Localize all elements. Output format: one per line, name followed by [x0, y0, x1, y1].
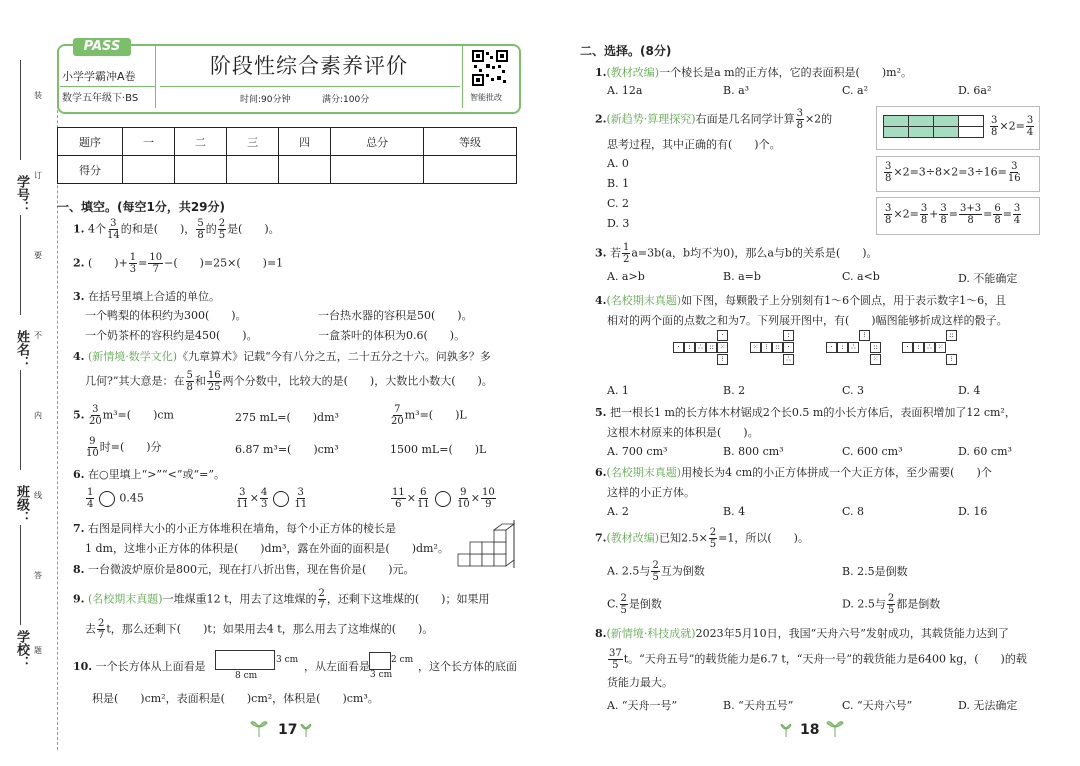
option-b[interactable]: B. a³ [723, 84, 750, 97]
sprout-icon [826, 717, 844, 737]
fraction: $\frac{5}{8}$ [186, 370, 193, 393]
series-name: 小学学霸冲A卷 [62, 70, 136, 83]
option-d[interactable]: D. 无法确定 [958, 699, 1018, 712]
option-d[interactable]: D. 16 [958, 505, 988, 518]
question-number: 5. [595, 406, 607, 419]
table-header-cell: 总分 [331, 128, 424, 156]
option-b[interactable]: B. 800 cm³ [723, 445, 784, 458]
option-c[interactable]: C. $\frac{2}{5}$ 是倒数 [607, 593, 662, 616]
question-text: 几何?”其大意是：在 [85, 374, 185, 388]
question-5a [73, 404, 174, 427]
question-7-line2: 1 dm，这堆小正方体的体积是( )dm³，露在外面的面积是( )dm²。 [85, 542, 449, 555]
question-text: 右面是几名同学计算 [695, 112, 795, 126]
question-number: 8. [73, 563, 85, 576]
option-a[interactable]: A. 700 cm³ [607, 445, 668, 458]
divider [155, 46, 156, 108]
page-number: 17 [278, 722, 298, 738]
option-b[interactable]: B. “天舟五号” [723, 699, 794, 712]
option-d[interactable]: D. 3 [607, 217, 630, 230]
cut-mark: 不 [34, 331, 42, 340]
table-header-cell: 二 [175, 128, 227, 156]
choice-question-2 [595, 108, 832, 131]
question-3b: 一台热水器的容积是50( )。 [318, 309, 473, 322]
name-label: 姓名： [14, 330, 29, 369]
question-text: 是( )。 [227, 222, 280, 236]
table-header-cell: 等级 [424, 128, 517, 156]
fraction: $\frac{3}{8}$ [796, 108, 803, 131]
choice-question-8 [595, 625, 1009, 641]
fraction: $\frac{37}{5}$ [609, 648, 622, 671]
question-text: m³=( )L [404, 408, 467, 422]
option-c[interactable]: C. 2 [607, 197, 630, 210]
student-id-label: 学号： [14, 175, 29, 214]
option-b[interactable]: B. 2 [723, 384, 746, 397]
question-number: 6. [73, 468, 85, 481]
option-a[interactable]: A. 0 [607, 157, 629, 170]
compare-a: $\frac{1}{4}$ 0.45 [87, 487, 144, 510]
fraction: $\frac{3}{20}$ [88, 404, 102, 427]
question-text: = [138, 256, 148, 270]
fraction: $\frac{9}{10}$ [86, 436, 99, 459]
question-3 [73, 288, 220, 304]
question-number: 1. [73, 222, 85, 236]
question-tag: (名校期末真题) [87, 592, 163, 606]
table-header-cell: 题序 [58, 128, 123, 156]
dimension-label: 3 cm [276, 655, 299, 665]
question-text: 把一根长1 m的长方体木材锯成2个长0.5 m的小长方体后，表面积增加了12 cm²， [609, 406, 1016, 419]
cut-mark: 答 [34, 571, 42, 580]
question-9-line2 [85, 618, 433, 641]
question-text: ×2的 [804, 112, 833, 126]
question-number: 7. [595, 531, 607, 545]
reasoning-box-3 [876, 197, 1040, 235]
fraction: $\frac{16}{25}$ [207, 370, 221, 393]
question-text: 在括号里填上合适的单位。 [87, 290, 220, 303]
option-d[interactable]: D. 2.5与 $\frac{2}{5}$ 都是倒数 [842, 593, 941, 616]
question-number: 10. [73, 660, 93, 673]
question-3a: 一个鸭梨的体积约为300( )。 [85, 309, 247, 322]
score-cell[interactable] [331, 156, 424, 184]
compare-circle[interactable] [273, 491, 289, 507]
reasoning-box-2 [876, 156, 1040, 192]
question-text: m³=( )cm [102, 408, 174, 422]
school-label: 学校： [14, 630, 29, 669]
question-text: 一个长方体从上面看是 [95, 660, 206, 673]
question-5c [390, 404, 467, 427]
write-line [20, 215, 22, 315]
option-b[interactable]: B. a=b [723, 270, 761, 283]
question-text: 若 [609, 246, 621, 260]
compare-b: $\frac{3}{11}$ × $\frac{4}{3}$ $\frac{3}{11}$ [236, 487, 308, 510]
divider [160, 86, 460, 87]
question-text: 两个分数中，比较大的是( )，大数比小数大( )。 [222, 374, 493, 388]
question-tag: (名校期末真题) [606, 294, 682, 307]
score-cell[interactable] [424, 156, 517, 184]
question-text: =1，所以( )。 [718, 531, 809, 545]
score-cell[interactable] [279, 156, 331, 184]
fraction: $\frac{5}{8}$ [197, 218, 204, 241]
dimension-label: 8 cm [235, 671, 258, 681]
option-a[interactable]: A. 2 [607, 505, 629, 518]
question-number: 2. [73, 256, 85, 270]
question-text: 如下图，每颗骰子上分别刻有1～6个圆点，用于表示数字1～6，且 [681, 294, 1007, 307]
question-text: ( )+ [87, 256, 128, 270]
question-tag: (新情境·科技成就) [606, 627, 696, 640]
question-text: t。“天舟五号”的载货能力是6.7 t，“天舟一号”的载货能力是6400 kg，( )的载 [623, 652, 1027, 666]
option-a[interactable]: A. 2.5与 $\frac{2}{5}$ 互为倒数 [607, 560, 705, 583]
question-text: −( )=25×( )=1 [164, 256, 284, 270]
cut-mark: 线 [34, 491, 42, 500]
question-text: ，这个长方体的底面 [418, 660, 517, 673]
choice-question-5 [595, 404, 1016, 420]
option-a[interactable]: A. “天舟一号” [607, 699, 678, 712]
qr-caption: 智能批改 [470, 93, 502, 102]
question-number: 2. [595, 112, 607, 126]
qr-code-icon [472, 50, 508, 86]
divider [60, 86, 155, 87]
option-b[interactable]: B. 4 [723, 505, 746, 518]
table-header-cell: 三 [227, 128, 279, 156]
question-number: 4. [73, 350, 85, 363]
grid-model [883, 115, 984, 138]
option-c[interactable]: C. a<b [842, 270, 880, 283]
table-row [58, 128, 517, 156]
question-5f: 1500 mL=( )L [390, 443, 487, 456]
reasoning-text: $\frac{3}{8}$ ×2= $\frac{3}{4}$ [991, 115, 1034, 138]
fraction: $\frac{1}{2}$ [622, 242, 630, 265]
compare-d: $\frac{9}{10}$ × $\frac{10}{9}$ [457, 487, 495, 510]
page-number: 18 [800, 722, 820, 738]
write-line [20, 525, 22, 625]
question-text: 和 [194, 374, 206, 388]
write-line [20, 60, 22, 160]
score-table [57, 127, 517, 184]
option-a[interactable]: A. 1 [607, 384, 629, 397]
question-1 [73, 218, 280, 241]
question-text: 的 [205, 222, 217, 236]
pass-logo: PASS [73, 38, 131, 56]
question-tag: (教材改编) [606, 531, 660, 545]
compare-c: $\frac{11}{6}$ × $\frac{6}{11}$ [390, 487, 455, 510]
fraction: $\frac{7}{20}$ [391, 404, 404, 427]
question-text: 《九章算术》记载“今有八分之五，二十五分之十六。问孰多？多 [177, 350, 491, 363]
option-c[interactable]: C. 8 [842, 505, 865, 518]
reasoning-text: $\frac{3}{8}$ ×2=3÷8×2=3÷16= $\frac{3}{16}$ [885, 161, 1021, 184]
option-a[interactable]: A. 12a [607, 84, 643, 97]
score-label: 满分:100分 [322, 95, 370, 105]
choice-question-7 [595, 527, 809, 550]
question-text: 这样的小正方体。 [607, 486, 695, 499]
fraction: $\frac{1}{3}$ [129, 252, 137, 275]
option-d[interactable]: D. 60 cm³ [958, 445, 1012, 458]
choice-question-3 [595, 242, 878, 265]
option-c[interactable]: C. “天舟六号” [842, 699, 913, 712]
page-title: 阶段性综合素养评价 [210, 54, 408, 78]
score-cell[interactable] [227, 156, 279, 184]
cube-stack-figure [456, 520, 520, 570]
question-3d: 一盒茶叶的体积为0.6( )。 [318, 329, 466, 342]
question-text: 一台微波炉原价是800元，现在打八折出售，现在售价是( )元。 [87, 563, 415, 576]
fraction: $\frac{2}{5}$ [709, 527, 717, 550]
option-c[interactable]: C. 600 cm³ [842, 445, 903, 458]
question-10-line2: 积是( )cm²，表面积是( )cm²，体积是( )cm³。 [92, 692, 379, 705]
question-text: 一个棱长是a m的正方体，它的表面积是( )m²。 [659, 66, 912, 79]
class-label: 班级： [14, 485, 29, 524]
question-tag: (新趋势·算理探究) [606, 112, 696, 126]
question-number: 5. [73, 408, 85, 422]
reasoning-box-1 [876, 106, 1040, 150]
option-d[interactable]: D. 不能确定 [958, 272, 1018, 285]
question-text: t，那么还剩下( )t；如果用去4 t，那么用去了这堆煤的( )。 [106, 622, 434, 636]
option-c[interactable]: C. a² [842, 84, 868, 97]
question-text: 用棱长为4 cm的小正方体拼成一个大正方体，至少需要( )个 [681, 466, 992, 479]
divider [462, 46, 463, 108]
question-3c: 一个奶茶杯的容积约是450( )。 [85, 329, 258, 342]
grade-label: 数学五年级下·BS [62, 93, 139, 104]
question-2 [73, 252, 283, 275]
question-6 [73, 466, 225, 482]
question-number: 3. [595, 246, 607, 260]
question-text: 时=( )分 [99, 440, 162, 454]
question-4-line2 [85, 370, 493, 393]
left-view-rect [369, 652, 391, 670]
question-8-line2 [607, 648, 1027, 671]
question-number: 9. [73, 592, 85, 606]
sprout-icon [780, 721, 792, 737]
question-7 [73, 520, 396, 536]
choice-question-1 [595, 64, 912, 80]
option-d[interactable]: D. 6a² [958, 84, 992, 97]
table-row [58, 156, 517, 184]
fraction: $\frac{2}{7}$ [98, 618, 105, 641]
question-tag: (教材改编) [606, 66, 660, 79]
question-text: ，从左面看是 [304, 660, 370, 673]
question-text: a=3b(a，b均不为0)，那么a与b的关系是( )。 [631, 246, 878, 260]
fraction: $\frac{2}{5}$ [218, 218, 226, 241]
score-cell[interactable] [123, 156, 175, 184]
question-number: 4. [595, 294, 607, 307]
option-b[interactable]: B. 1 [607, 177, 630, 190]
choice-question-6 [595, 464, 992, 480]
question-text: 思考过程，其中正确的有( )个。 [607, 138, 781, 151]
fraction: $\frac{2}{7}$ [318, 588, 325, 611]
sprout-icon [250, 717, 268, 737]
question-text: 货能力最大。 [607, 676, 673, 689]
question-text: 右图是同样大小的小正方体堆积在墙角，每个小正方体的棱长是 [87, 522, 396, 535]
table-header-cell: 一 [123, 128, 175, 156]
reasoning-text: $\frac{3}{8}$ ×2= $\frac{3}{8}$ + $\frac{3}{8}$ = $\frac{3+3}{8}$ = $\frac{6}{8}$ = $\frac{3}{4}$ [885, 203, 1021, 226]
option-a[interactable]: A. a>b [607, 270, 645, 283]
question-4 [73, 348, 491, 364]
fraction: $\frac{3}{14}$ [106, 218, 120, 241]
question-tag: (新情境·数学文化) [87, 350, 178, 363]
question-text: 一堆煤重12 t，用去了这堆煤的 [162, 592, 317, 606]
question-number: 7. [73, 522, 85, 535]
table-row-label: 得分 [58, 156, 123, 184]
fraction: $\frac{10}{7}$ [149, 252, 163, 275]
question-number: 1. [595, 66, 607, 79]
option-d[interactable]: D. 4 [958, 384, 981, 397]
question-number: 6. [595, 466, 607, 479]
question-5e: 6.87 m³=( )cm³ [235, 443, 339, 456]
question-text: 4个 [87, 222, 106, 236]
cut-mark: 订 [34, 171, 42, 180]
cut-mark: 要 [34, 251, 42, 260]
question-8 [73, 561, 415, 577]
question-text: 相对的两个面的点数之和为7。下列展开图中，有( )幅图能够折成这样的骰子。 [607, 314, 1008, 327]
section-heading: 一、填空。(每空1分，共29分) [57, 200, 226, 214]
question-number: 3. [73, 290, 85, 303]
question-tag: (名校期末真题) [606, 466, 682, 479]
question-text: 在○里填上“>”“<”或“=”。 [87, 468, 225, 481]
question-text: 已知2.5× [659, 531, 708, 545]
dimension-label: 2 cm [391, 655, 414, 665]
top-view-rect [215, 650, 275, 670]
cut-mark: 内 [34, 411, 42, 420]
compare-circle[interactable] [435, 491, 451, 507]
section-heading: 二、选择。(8分) [580, 44, 672, 58]
question-5b: 275 mL=( )dm³ [235, 411, 339, 424]
option-c[interactable]: C. 3 [842, 384, 865, 397]
question-text: ，还剩下这堆煤的( )；如果用 [326, 592, 490, 606]
sprout-icon [300, 721, 312, 737]
time-label: 时间:90分钟 [240, 95, 291, 105]
write-line [20, 370, 22, 470]
cut-mark: 装 [34, 91, 42, 100]
question-text: 的和是( )， [120, 222, 196, 236]
score-cell[interactable] [175, 156, 227, 184]
table-header-cell: 四 [279, 128, 331, 156]
question-number: 8. [595, 627, 607, 640]
question-text: 去 [85, 622, 96, 636]
question-10 [73, 658, 206, 674]
dimension-label: 3 cm [370, 670, 393, 680]
question-9 [73, 588, 489, 611]
cut-mark: 题 [34, 646, 42, 655]
question-text: 这根木材原来的体积是( )。 [607, 426, 759, 439]
compare-circle[interactable] [99, 491, 115, 507]
option-b[interactable]: B. 2.5是倒数 [842, 565, 908, 578]
question-5d [85, 436, 162, 459]
question-text: 2023年5月10日，我国“天舟六号”发射成功，其载货能力达到了 [695, 627, 1009, 640]
choice-question-4 [595, 292, 1006, 308]
